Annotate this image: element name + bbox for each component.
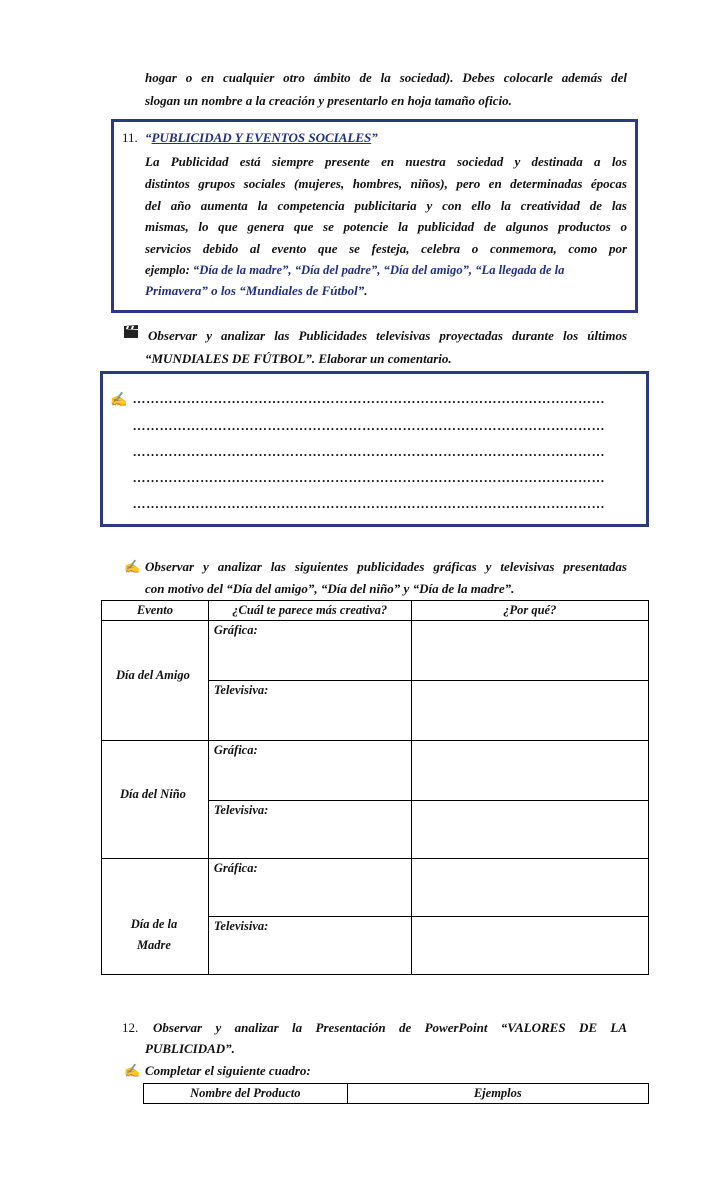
reason-cell[interactable] xyxy=(411,681,648,741)
graphic-cell[interactable]: Gráfica: xyxy=(208,621,411,681)
writing-hand-icon: ✍ xyxy=(110,393,128,408)
tv-cell[interactable]: Televisiva: xyxy=(208,917,411,975)
reason-cell[interactable] xyxy=(411,801,648,859)
tv-task-line-2: “MUNDIALES DE FÚTBOL”. Elaborar un comentario. xyxy=(145,351,452,366)
graphic-cell[interactable]: Gráfica: xyxy=(208,741,411,801)
writing-hand-icon: ✍ xyxy=(124,559,141,574)
section-11-line-6: ejemplo: “Día de la madre”, “Día del padre”, “Día del amigo”, “La llegada de la xyxy=(145,263,565,277)
clapperboard-icon xyxy=(123,325,139,339)
header-nombre-producto: Nombre del Producto xyxy=(144,1084,348,1104)
header-creativa: ¿Cuál te parece más creativa? xyxy=(208,601,411,621)
section-11-line-5: servicios debido al evento que se festeja, celebra o conmemora, como por xyxy=(145,241,627,256)
comment-line-1[interactable]: …………………………………………………………………………………………… xyxy=(133,391,606,406)
tv-cell[interactable]: Televisiva: xyxy=(208,681,411,741)
section-12-number: 12. xyxy=(122,1020,139,1035)
section-11-title: “PUBLICIDAD Y EVENTOS SOCIALES” xyxy=(145,130,378,145)
reason-cell[interactable] xyxy=(411,917,648,975)
tv-cell[interactable]: Televisiva: xyxy=(208,801,411,859)
header-por-que: ¿Por qué? xyxy=(411,601,648,621)
comment-line-3[interactable]: …………………………………………………………………………………………… xyxy=(133,444,606,459)
header-evento: Evento xyxy=(102,601,209,621)
section-12-line-2: PUBLICIDAD”. xyxy=(145,1041,235,1056)
comment-line-4[interactable]: …………………………………………………………………………………………… xyxy=(133,470,606,485)
reason-cell[interactable] xyxy=(411,741,648,801)
graphic-cell[interactable]: Gráfica: xyxy=(208,859,411,917)
section-11-number: 11. xyxy=(122,130,138,145)
section-11-line-2: distintos grupos sociales (mujeres, hombres, niños), pero en determinadas épocas xyxy=(145,176,627,191)
reason-cell[interactable] xyxy=(411,859,648,917)
header-ejemplos: Ejemplos xyxy=(347,1084,648,1104)
section-11-line-3: del año aumenta la competencia publicitaria y con ello la creatividad de las xyxy=(145,198,627,213)
complete-task-text: Completar el siguiente cuadro: xyxy=(145,1063,311,1078)
event-cell-amigo: Día del Amigo xyxy=(102,621,209,741)
section-11-line-1: La Publicidad está siempre presente en nuestra sociedad y destinada a los xyxy=(145,154,627,169)
reason-cell[interactable] xyxy=(411,621,648,681)
graphic-task-line-2: con motivo del “Día del amigo”, “Día del niño” y “Día de la madre”. xyxy=(145,581,515,596)
products-table xyxy=(143,1083,649,1104)
event-cell-nino: Día del Niño xyxy=(102,741,209,859)
section-11-line-4: mismas, lo que genera que se potencie la publicidad de algunos productos o xyxy=(145,219,627,234)
comment-line-2[interactable]: …………………………………………………………………………………………… xyxy=(133,418,606,433)
event-cell-madre: Día de la Madre xyxy=(102,859,209,975)
tv-task-line-1: Observar y analizar las Publicidades televisivas proyectadas durante los últimos xyxy=(148,328,627,343)
events-table xyxy=(101,600,649,975)
graphic-task-line-1: Observar y analizar las siguientes publicidades gráficas y televisivas presentadas xyxy=(145,559,627,574)
intro-line-2: slogan un nombre a la creación y presentarlo en hoja tamaño oficio. xyxy=(145,93,512,108)
intro-line-1: hogar o en cualquier otro ámbito de la sociedad). Debes colocarle además del xyxy=(145,70,627,85)
writing-hand-icon: ✍ xyxy=(124,1063,141,1078)
section-11-line-7: Primavera” o los “Mundiales de Fútbol”. xyxy=(145,283,368,298)
section-12-line-1: Observar y analizar la Presentación de PowerPoint “VALORES DE LA xyxy=(153,1020,627,1035)
comment-line-5[interactable]: …………………………………………………………………………………………… xyxy=(133,496,606,511)
